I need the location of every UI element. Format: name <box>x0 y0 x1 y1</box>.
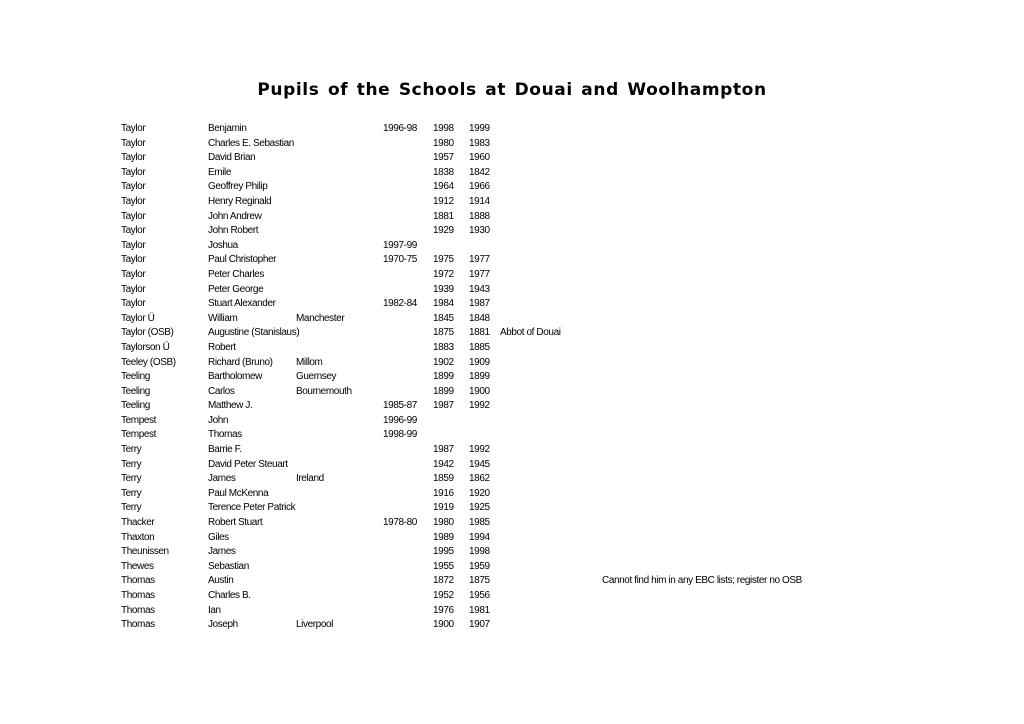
forename-cell: Peter George <box>208 283 264 295</box>
leave-year-cell: 1998 <box>469 546 490 558</box>
leave-year-cell: 1848 <box>469 312 490 324</box>
entry-year-cell: 1995 <box>433 546 454 558</box>
table-row <box>0 516 1024 531</box>
table-row <box>0 224 1024 239</box>
entry-year-cell: 1859 <box>433 473 454 485</box>
forename-cell: Emile <box>208 166 232 178</box>
surname-cell: Thewes <box>121 560 154 572</box>
table-row <box>0 166 1024 181</box>
leave-year-cell: 1977 <box>469 268 490 280</box>
surname-cell: Thacker <box>121 517 155 529</box>
place-cell: Bournemouth <box>296 385 352 397</box>
year-range-cell: 1998-99 <box>383 429 417 441</box>
leave-year-cell: 1983 <box>469 137 490 149</box>
leave-year-cell: 1875 <box>469 575 490 587</box>
surname-cell: Terry <box>121 458 142 470</box>
surname-cell: Thomas <box>121 575 155 587</box>
year-range-cell: 1996-99 <box>383 414 417 426</box>
forename-cell: Charles B. <box>208 590 251 601</box>
surname-cell: Terry <box>121 502 142 514</box>
entry-year-cell: 1987 <box>433 400 454 412</box>
year-range-cell: 1996-98 <box>383 123 417 134</box>
table-row <box>0 370 1024 385</box>
leave-year-cell: 1885 <box>469 341 490 353</box>
place-cell: Millom <box>296 356 323 368</box>
surname-cell: Tempest <box>121 429 156 441</box>
leave-year-cell: 1959 <box>469 560 490 572</box>
entry-year-cell: 1952 <box>433 590 454 601</box>
entry-year-cell: 1955 <box>433 560 454 572</box>
surname-cell: Teeling <box>121 385 150 397</box>
note-cell: Abbot of Douai <box>500 327 561 339</box>
entry-year-cell: 1881 <box>433 210 454 222</box>
leave-year-cell: 1992 <box>469 400 490 412</box>
surname-cell: Terry <box>121 444 142 456</box>
entry-year-cell: 1916 <box>433 487 454 499</box>
table-row <box>0 618 1024 633</box>
leave-year-cell: 1956 <box>469 590 490 601</box>
surname-cell: Taylor <box>121 166 146 178</box>
forename-cell: David Brian <box>208 152 256 164</box>
forename-cell: Giles <box>208 531 229 543</box>
place-cell: Manchester <box>296 312 345 324</box>
table-row <box>0 151 1024 166</box>
surname-cell: Taylor <box>121 283 146 295</box>
entry-year-cell: 1942 <box>433 458 454 470</box>
surname-cell: Terry <box>121 487 142 499</box>
pupil-list <box>0 122 1024 633</box>
table-row <box>0 560 1024 575</box>
remark-cell: Cannot find him in any EBC lists; register no OSB <box>602 575 802 587</box>
forename-cell: James <box>208 473 236 485</box>
surname-cell: Taylor <box>121 181 146 193</box>
entry-year-cell: 1838 <box>433 166 454 178</box>
forename-cell: John <box>208 414 229 426</box>
table-row <box>0 443 1024 458</box>
surname-cell: Taylor <box>121 298 146 310</box>
table-row <box>0 487 1024 502</box>
surname-cell: Terry <box>121 473 142 485</box>
year-range-cell: 1978-80 <box>383 517 417 529</box>
entry-year-cell: 1980 <box>433 137 454 149</box>
entry-year-cell: 1883 <box>433 341 454 353</box>
forename-cell: Robert <box>208 341 236 353</box>
forename-cell: John Andrew <box>208 210 262 222</box>
table-row <box>0 239 1024 254</box>
surname-cell: Thaxton <box>121 531 155 543</box>
table-row <box>0 180 1024 195</box>
page-title: Pupils of the Schools at Douai and Woolhampton <box>257 80 767 100</box>
forename-cell: Augustine (Stanislaus) <box>208 327 300 339</box>
forename-cell: Joseph <box>208 619 238 631</box>
year-range-cell: 1970-75 <box>383 254 417 266</box>
table-row <box>0 385 1024 400</box>
leave-year-cell: 1909 <box>469 356 490 368</box>
leave-year-cell: 1945 <box>469 458 490 470</box>
surname-cell: Teeling <box>121 400 150 412</box>
forename-cell: Richard (Bruno) <box>208 356 273 368</box>
surname-cell: Taylor <box>121 254 146 266</box>
year-range-cell: 1985-87 <box>383 400 417 412</box>
forename-cell: Geoffrey Philip <box>208 181 268 193</box>
surname-cell: Thomas <box>121 604 155 616</box>
table-row <box>0 458 1024 473</box>
leave-year-cell: 1987 <box>469 298 490 310</box>
entry-year-cell: 1984 <box>433 298 454 310</box>
surname-cell: Tempest <box>121 414 156 426</box>
table-row <box>0 210 1024 225</box>
forename-cell: Joshua <box>208 239 238 251</box>
leave-year-cell: 1900 <box>469 385 490 397</box>
forename-cell: Paul Christopher <box>208 254 277 266</box>
forename-cell: Matthew J. <box>208 400 253 412</box>
forename-cell: Benjamin <box>208 123 247 134</box>
table-row <box>0 283 1024 298</box>
forename-cell: James <box>208 546 236 558</box>
table-row <box>0 545 1024 560</box>
entry-year-cell: 1899 <box>433 385 454 397</box>
surname-cell: Teeling <box>121 371 150 383</box>
leave-year-cell: 1985 <box>469 517 490 529</box>
leave-year-cell: 1925 <box>469 502 490 514</box>
table-row <box>0 326 1024 341</box>
table-row <box>0 428 1024 443</box>
entry-year-cell: 1975 <box>433 254 454 266</box>
leave-year-cell: 1981 <box>469 604 490 616</box>
surname-cell: Thomas <box>121 619 155 631</box>
place-cell: Liverpool <box>296 619 333 631</box>
entry-year-cell: 1939 <box>433 283 454 295</box>
forename-cell: William <box>208 312 238 324</box>
leave-year-cell: 1888 <box>469 210 490 222</box>
entry-year-cell: 1964 <box>433 181 454 193</box>
table-row <box>0 312 1024 327</box>
table-row <box>0 268 1024 283</box>
table-row <box>0 501 1024 516</box>
surname-cell: Taylor (OSB) <box>121 327 174 339</box>
forename-cell: Henry Reginald <box>208 195 272 207</box>
surname-cell: Thomas <box>121 590 155 601</box>
table-row <box>0 122 1024 137</box>
entry-year-cell: 1987 <box>433 444 454 456</box>
surname-cell: Taylor <box>121 210 146 222</box>
table-row <box>0 472 1024 487</box>
entry-year-cell: 1929 <box>433 225 454 237</box>
table-row <box>0 297 1024 312</box>
forename-cell: Carlos <box>208 385 235 397</box>
leave-year-cell: 1960 <box>469 152 490 164</box>
table-row <box>0 253 1024 268</box>
entry-year-cell: 1919 <box>433 502 454 514</box>
entry-year-cell: 1976 <box>433 604 454 616</box>
entry-year-cell: 1875 <box>433 327 454 339</box>
leave-year-cell: 1992 <box>469 444 490 456</box>
forename-cell: John Robert <box>208 225 259 237</box>
surname-cell: Taylor <box>121 239 146 251</box>
table-row <box>0 589 1024 604</box>
year-range-cell: 1982-84 <box>383 298 417 310</box>
leave-year-cell: 1920 <box>469 487 490 499</box>
entry-year-cell: 1900 <box>433 619 454 631</box>
forename-cell: Bartholomew <box>208 371 262 383</box>
leave-year-cell: 1930 <box>469 225 490 237</box>
place-cell: Guernsey <box>296 371 337 383</box>
forename-cell: David Peter Steuart <box>208 458 288 470</box>
entry-year-cell: 1980 <box>433 517 454 529</box>
table-row <box>0 604 1024 619</box>
forename-cell: Peter Charles <box>208 268 264 280</box>
entry-year-cell: 1998 <box>433 123 454 134</box>
surname-cell: Taylor <box>121 195 146 207</box>
surname-cell: Taylor <box>121 152 146 164</box>
table-row <box>0 574 1024 589</box>
leave-year-cell: 1914 <box>469 195 490 207</box>
leave-year-cell: 1966 <box>469 181 490 193</box>
surname-cell: Taylorson Ü <box>121 341 170 353</box>
entry-year-cell: 1899 <box>433 371 454 383</box>
table-row <box>0 195 1024 210</box>
leave-year-cell: 1907 <box>469 619 490 631</box>
entry-year-cell: 1957 <box>433 152 454 164</box>
leave-year-cell: 1881 <box>469 327 490 339</box>
leave-year-cell: 1999 <box>469 123 490 134</box>
entry-year-cell: 1845 <box>433 312 454 324</box>
surname-cell: Theunissen <box>121 546 169 558</box>
surname-cell: Taylor <box>121 137 146 149</box>
forename-cell: Sebastian <box>208 560 249 572</box>
leave-year-cell: 1994 <box>469 531 490 543</box>
forename-cell: Charles E. Sebastian <box>208 137 294 149</box>
forename-cell: Stuart Alexander <box>208 298 276 310</box>
surname-cell: Taylor Ü <box>121 312 155 324</box>
entry-year-cell: 1989 <box>433 531 454 543</box>
forename-cell: Ian <box>208 604 221 616</box>
leave-year-cell: 1899 <box>469 371 490 383</box>
entry-year-cell: 1902 <box>433 356 454 368</box>
surname-cell: Teeley (OSB) <box>121 356 176 368</box>
table-row <box>0 531 1024 546</box>
table-row <box>0 137 1024 152</box>
forename-cell: Austin <box>208 575 234 587</box>
forename-cell: Terence Peter Patrick <box>208 502 296 514</box>
forename-cell: Paul McKenna <box>208 487 269 499</box>
table-row <box>0 414 1024 429</box>
leave-year-cell: 1862 <box>469 473 490 485</box>
leave-year-cell: 1943 <box>469 283 490 295</box>
table-row <box>0 399 1024 414</box>
place-cell: Ireland <box>296 473 324 485</box>
entry-year-cell: 1872 <box>433 575 454 587</box>
forename-cell: Thomas <box>208 429 242 441</box>
surname-cell: Taylor <box>121 225 146 237</box>
leave-year-cell: 1842 <box>469 166 490 178</box>
surname-cell: Taylor <box>121 268 146 280</box>
forename-cell: Barrie F. <box>208 444 242 456</box>
entry-year-cell: 1912 <box>433 195 454 207</box>
table-row <box>0 341 1024 356</box>
entry-year-cell: 1972 <box>433 268 454 280</box>
surname-cell: Taylor <box>121 123 146 134</box>
table-row <box>0 356 1024 371</box>
leave-year-cell: 1977 <box>469 254 490 266</box>
forename-cell: Robert Stuart <box>208 517 263 529</box>
year-range-cell: 1997-99 <box>383 239 417 251</box>
